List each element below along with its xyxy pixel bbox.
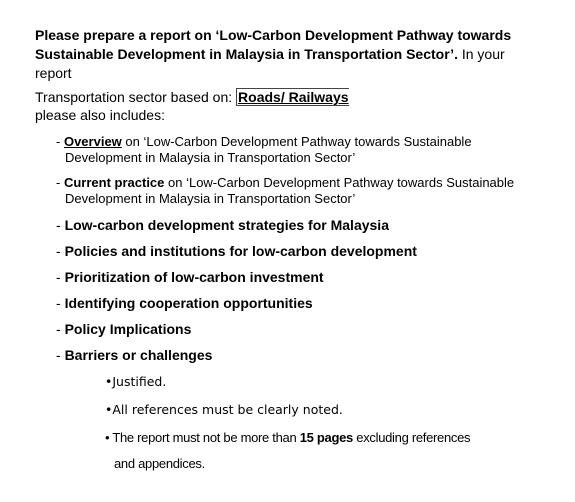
list-dash: - xyxy=(56,243,61,259)
note-page-limit-bold: 15 pages xyxy=(299,430,353,445)
intro-suffix: In your xyxy=(457,46,505,62)
cooperation-label: Identifying cooperation opportunities xyxy=(64,295,313,311)
list-dash: - xyxy=(56,175,61,190)
overview-lead: Overview xyxy=(63,134,122,149)
intro-line-1 xyxy=(35,26,511,44)
current-practice-rest: on ‘Low-Carbon Development Pathway towards Sustainable xyxy=(164,175,515,190)
note-page-limit-cont xyxy=(114,456,205,471)
basis-line xyxy=(35,88,349,106)
list-item-strategies xyxy=(56,216,389,234)
list-item-prioritization xyxy=(56,268,324,286)
list-item-policies xyxy=(56,242,417,260)
policy-implications-label: Policy Implications xyxy=(64,321,192,337)
note-page-limit-line-2: and appendices. xyxy=(114,456,205,471)
note-references xyxy=(105,402,343,417)
current-practice-lead: Current practice xyxy=(63,175,165,190)
list-item-policy-implications xyxy=(56,320,191,338)
overview-rest: on ‘Low-Carbon Development Pathway towards Sustainable xyxy=(121,134,472,149)
list-item-overview xyxy=(56,134,472,150)
list-item-current-practice xyxy=(56,175,514,191)
intro-line-3 xyxy=(35,64,72,82)
list-dash: - xyxy=(56,295,61,311)
note-page-limit-pre: The report must not be more than xyxy=(112,430,300,445)
list-dash: - xyxy=(56,217,61,233)
intro-title-bold-2: Sustainable Development in Malaysia in Transportation Sector’. xyxy=(35,46,458,62)
list-dash: - xyxy=(56,321,61,337)
list-dash: - xyxy=(56,134,61,149)
note-justified xyxy=(105,374,166,389)
list-item-cooperation xyxy=(56,294,313,312)
note-bullet: • xyxy=(105,402,113,417)
note-justified-text: Justified. xyxy=(112,374,167,389)
note-page-limit-post: excluding references xyxy=(352,430,471,445)
barriers-label: Barriers or challenges xyxy=(64,347,213,363)
note-bullet: • xyxy=(105,430,110,445)
overview-line-2: Development in Malaysia in Transportation Sector’ xyxy=(65,150,356,165)
list-dash: - xyxy=(56,347,61,363)
prioritization-label: Prioritization of low-carbon investment xyxy=(64,269,324,285)
basis-label: Transportation sector based on: xyxy=(35,89,237,105)
basis-follow-text: please also includes: xyxy=(35,107,165,123)
intro-title-bold-1: Please prepare a report on ‘Low-Carbon Development Pathway towards xyxy=(35,27,512,43)
list-item-barriers xyxy=(56,346,212,364)
note-page-limit xyxy=(105,430,470,445)
list-item-current-practice-cont xyxy=(65,191,355,207)
strategies-label: Low-carbon development strategies for Malaysia xyxy=(64,217,389,233)
note-references-text: All references must be clearly noted. xyxy=(112,402,343,417)
intro-line-2 xyxy=(35,45,505,63)
basis-follow xyxy=(35,106,165,124)
intro-report-word: report xyxy=(35,65,72,81)
list-item-overview-cont xyxy=(65,150,355,166)
basis-value[interactable]: Roads/ Railways xyxy=(238,89,349,105)
policies-label: Policies and institutions for low-carbon development xyxy=(64,243,417,259)
note-bullet: • xyxy=(105,374,113,389)
current-practice-line-2: Development in Malaysia in Transportation Sector’ xyxy=(65,191,356,206)
list-dash: - xyxy=(56,269,61,285)
